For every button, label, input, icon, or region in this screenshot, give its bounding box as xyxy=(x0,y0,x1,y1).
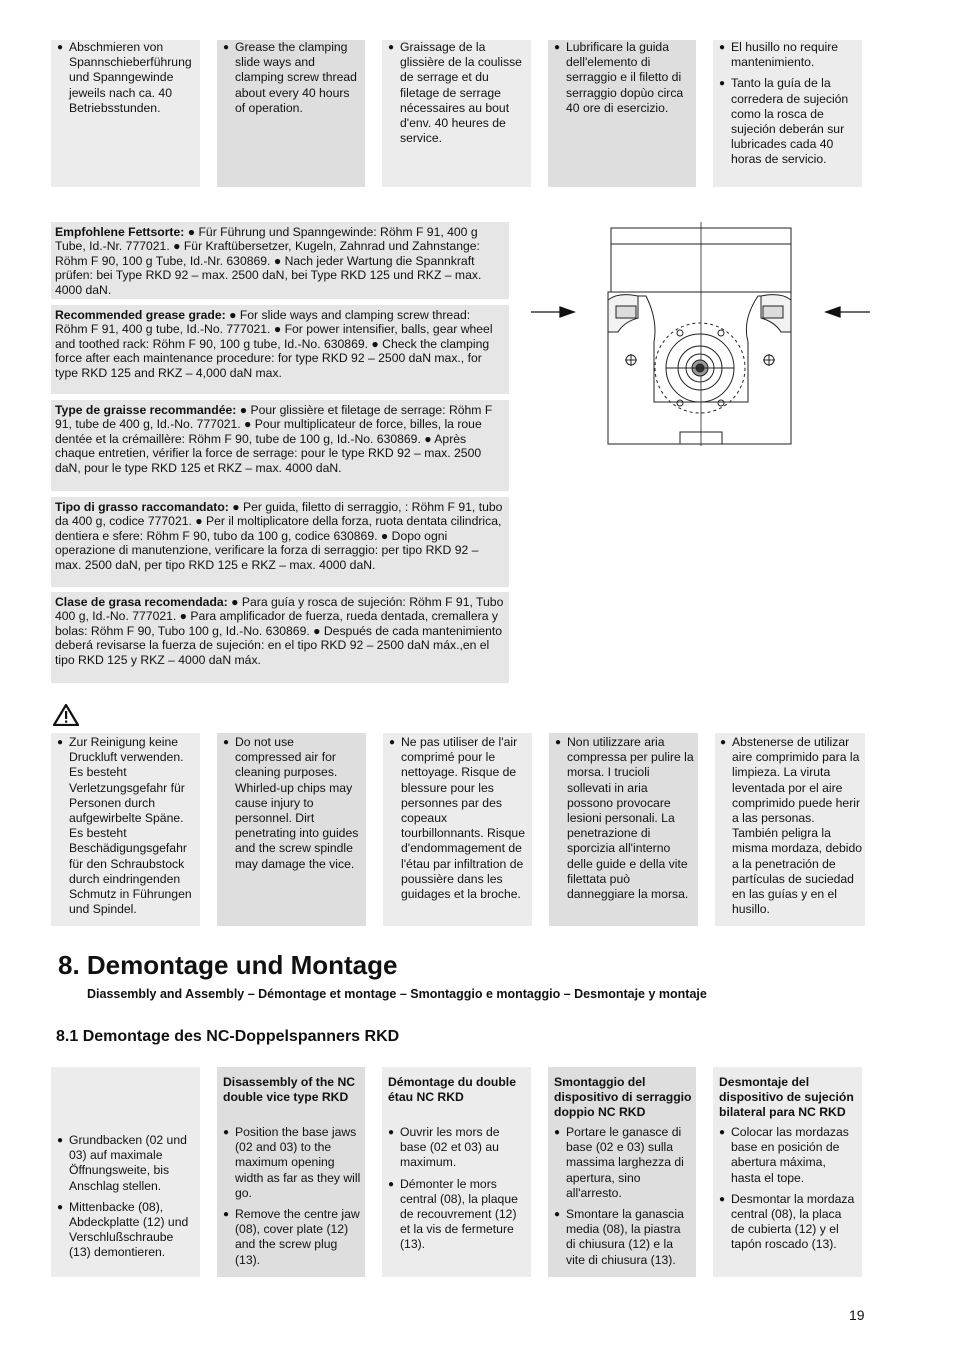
grease-text: ● Para guía y rosca de sujeción: Röhm F 91, Tubo 400 g, Id.-No. 777021. ● Para amplificador de fuerza, rueda dentada, cremallera y bolas: Röhm F 90, Tubo 100 g, Id.-No. 630869. ● Después de cada mantenimiento deberá revisarse la fuerza de sujeción: en el tipo RKD 92 – 2500 daN máx.,en el tipo RKD 125 y RKZ – 4000 daN máx. xyxy=(55,595,504,667)
disassembly-en-item: ● Remove the centre jaw (08), cover plate (12) and the screw plug (13). xyxy=(223,1207,361,1268)
grease-label: Type de graisse recommandée: xyxy=(55,403,237,417)
warning-es-item: ● Abstenerse de utilizar aire comprimido para la limpieza. La viruta leventada por el aire comprimido puede herir a las personas. También peligra la misma mordaza, debido a la penetración de partículas de suciedad en las guías y en el husillo. xyxy=(720,735,863,917)
disassembly-col-it xyxy=(548,1067,696,1277)
disassembly-col-es xyxy=(713,1067,862,1277)
warning-col-en xyxy=(217,733,366,926)
grease-text: ● For slide ways and clamping screw thread: Röhm F 91, 400 g tube, Id.-No. 777021. ● For power intensifier, balls, gear wheel and toothed rack: Röhm F 90, 100 g tube, Id.-No. 630869. ● Check the clamping force after each maintenance procedure: for type RKD 92 – 2500 daN max., for type RKD 125 and RKZ – 4,000 daN max. xyxy=(55,308,493,380)
disassembly-col-en xyxy=(217,1067,365,1277)
page-number: 19 xyxy=(849,1307,865,1323)
grease-label: Empfohlene Fettsorte: xyxy=(55,225,185,239)
disassembly-it-item: ● Portare le ganasce di base (02 e 03) sulla massima larghezza di apertura, sino all'arresto. xyxy=(554,1125,692,1201)
section-subtitle: Diassembly and Assembly – Démontage et montage – Smontaggio e montaggio – Desmontaje y montaje xyxy=(87,987,707,1001)
lubrication-de-item: ● Abschmieren von Spannschieberführung und Spanngewinde jeweils nach ca. 40 Betriebsstunden. xyxy=(57,40,196,116)
disassembly-de-item: ● Grundbacken (02 und 03) auf maximale Öffnungsweite, bis Anschlag stellen. xyxy=(57,1133,196,1194)
lubrication-it-item: ● Lubrificare la guida dell'elemento di serraggio e il filetto di serraggio dopùo circa 40 ore di esercizio. xyxy=(554,40,692,116)
disassembly-es-item: ● Colocar las mordazas base en posición de abertura máxima, hasta el tope. xyxy=(719,1125,858,1186)
lubrication-col-it xyxy=(548,40,696,187)
subsection-title: 8.1 Demontage des NC-Doppelspanners RKD xyxy=(56,1028,400,1045)
grease-label: Clase de grasa recomendada: xyxy=(55,595,228,609)
grease-text: ● Für Führung und Spanngewinde: Röhm F 91, 400 g Tube, Id.-Nr. 777021. ● Für Kraftübersetzer, Kugeln, Zahnrad und Zahnstange: Röhm F 90, 100 g Tube, Id.-Nr. 630869. ● Nach jeder Wartung die Spannkraft prüfen: bei Type RKD 92 – max. 2500 daN, bei Type RKD 125 und RKZ – max. 4000 daN. xyxy=(55,225,482,297)
lubrication-col-fr xyxy=(382,40,531,187)
disassembly-fr-item: ● Démonter le mors central (08), la plaque de recouvrement (12) et la vis de fermeture (13). xyxy=(388,1177,527,1253)
disassembly-en-item: ● Position the base jaws (02 and 03) to the maximum opening width as far as they will go. xyxy=(223,1125,361,1201)
grease-box-es xyxy=(51,592,509,683)
warning-de-item: ● Zur Reinigung keine Druckluft verwenden. Es besteht Verletzungsgefahr für Personen durch aufgewirbelte Späne. Es besteht Beschädigungsgefahr für den Schraubstock durch eindringenden Schmutz in Führungen und Spindel. xyxy=(57,735,196,917)
lubrication-col-es xyxy=(713,40,862,187)
disassembly-col-de xyxy=(51,1067,200,1277)
grease-label: Tipo di grasso raccomandato: xyxy=(55,500,229,514)
warning-col-fr xyxy=(383,733,532,926)
vice-drawing xyxy=(528,222,873,452)
lubrication-col-en xyxy=(217,40,365,187)
warning-en-item: ● Do not use compressed air for cleaning purposes. Whirled-up chips may cause injury to personnel. Dirt penetrating into guides and the screw spindle may damage the vice. xyxy=(223,735,362,872)
lubrication-es-item: ● Tanto la guía de la corredera de sujeción como la rosca de sujeción deberán sur lubricades cada 40 horas de servicio. xyxy=(719,76,858,167)
lubrication-fr-item: ● Graissage de la glissière de la coulisse de serrage et du filetage de serrage nécessaires au bout d'env. 40 heures de service. xyxy=(388,40,527,146)
lubrication-en-item: ● Grease the clamping slide ways and clamping screw thread about every 40 hours of operation. xyxy=(223,40,361,116)
clamping-arrow-right xyxy=(826,307,870,317)
section-title: 8. Demontage und Montage xyxy=(58,950,398,980)
clamping-arrow-left xyxy=(531,307,574,317)
grease-box-en xyxy=(51,305,509,394)
grease-text: ● Pour glissière et filetage de serrage: Röhm F 91, tube de 400 g, Id.-No. 777021. ● Pour multiplicateur de force, billes, la roue dentée et la crémaillère: Röhm F 90, tube de 100 g, Id.-No. 630869. ● Après chaque entretien, vérifier la force de serrage: pour le type RKD 92 – max. 2500 daN, pour le type RKD 125 et RKZ – max. 4000 daN. xyxy=(55,403,493,475)
disassembly-es-item: ● Desmontar la mordaza central (08), la placa de cubierta (12) y el tapón roscado (13). xyxy=(719,1192,858,1253)
disassembly-it-title: Smontaggio del dispositivo di serraggio doppio NC RKD xyxy=(554,1075,692,1120)
warning-fr-item: ● Ne pas utiliser de l'air comprimé pour le nettoyage. Risque de blessure pour les personnes par des copeaux tourbillonnants. Risque d'endommagement de l'étau par infiltration de poussière dans les guidages et la broche. xyxy=(389,735,528,902)
disassembly-es-title: Desmontaje del dispositivo de sujeción bilateral para NC RKD xyxy=(719,1075,854,1120)
warning-col-de xyxy=(51,733,200,926)
disassembly-en-title: Disassembly of the NC double vice type RKD xyxy=(223,1075,356,1105)
grease-box-fr xyxy=(51,400,509,491)
lubrication-es-item: ● El husillo no require mantenimiento. xyxy=(719,40,858,70)
grease-box-de xyxy=(51,222,509,299)
warning-col-it xyxy=(549,733,698,926)
warning-triangle-icon xyxy=(53,704,79,726)
disassembly-col-fr xyxy=(382,1067,531,1277)
grease-label: Recommended grease grade: xyxy=(55,308,226,322)
disassembly-fr-title: Démontage du double étau NC RKD xyxy=(388,1075,516,1105)
warning-col-es xyxy=(715,733,865,926)
grease-box-it xyxy=(51,497,509,587)
grease-text: ● Per guida, filetto di serraggio, : Röhm F 91, tubo da 400 g, codice 777021. ● Per il moltiplicatore della forza, ruota dentata cilindrica, dentiera e sfere: Röhm F 90, tubo da 100 g, codice 630869. ● Dopo ogni operazione di manutenzione, verificare la forza di serraggio: per tipo RKD 92 – max. 2500 daN, per tipo RKD 125 e RKZ – max. 4000 daN. xyxy=(55,500,503,572)
lubrication-col-de xyxy=(51,40,200,187)
disassembly-de-item: ● Mittenbacke (08), Abdeckplatte (12) und Verschlußschraube (13) demontieren. xyxy=(57,1200,196,1261)
warning-it-item: ● Non utilizzare aria compressa per pulire la morsa. I trucioli sollevati in aria possono provocare lesioni personali. La penetrazione di sporcizia all'interno delle guide e della vite filettata può danneggiare la morsa. xyxy=(555,735,694,902)
disassembly-fr-item: ● Ouvrir les mors de base (02 et 03) au maximum. xyxy=(388,1125,527,1171)
disassembly-it-item: ● Smontare la ganascia media (08), la piastra di chiusura (12) e la vite di chiusura (13). xyxy=(554,1207,692,1268)
